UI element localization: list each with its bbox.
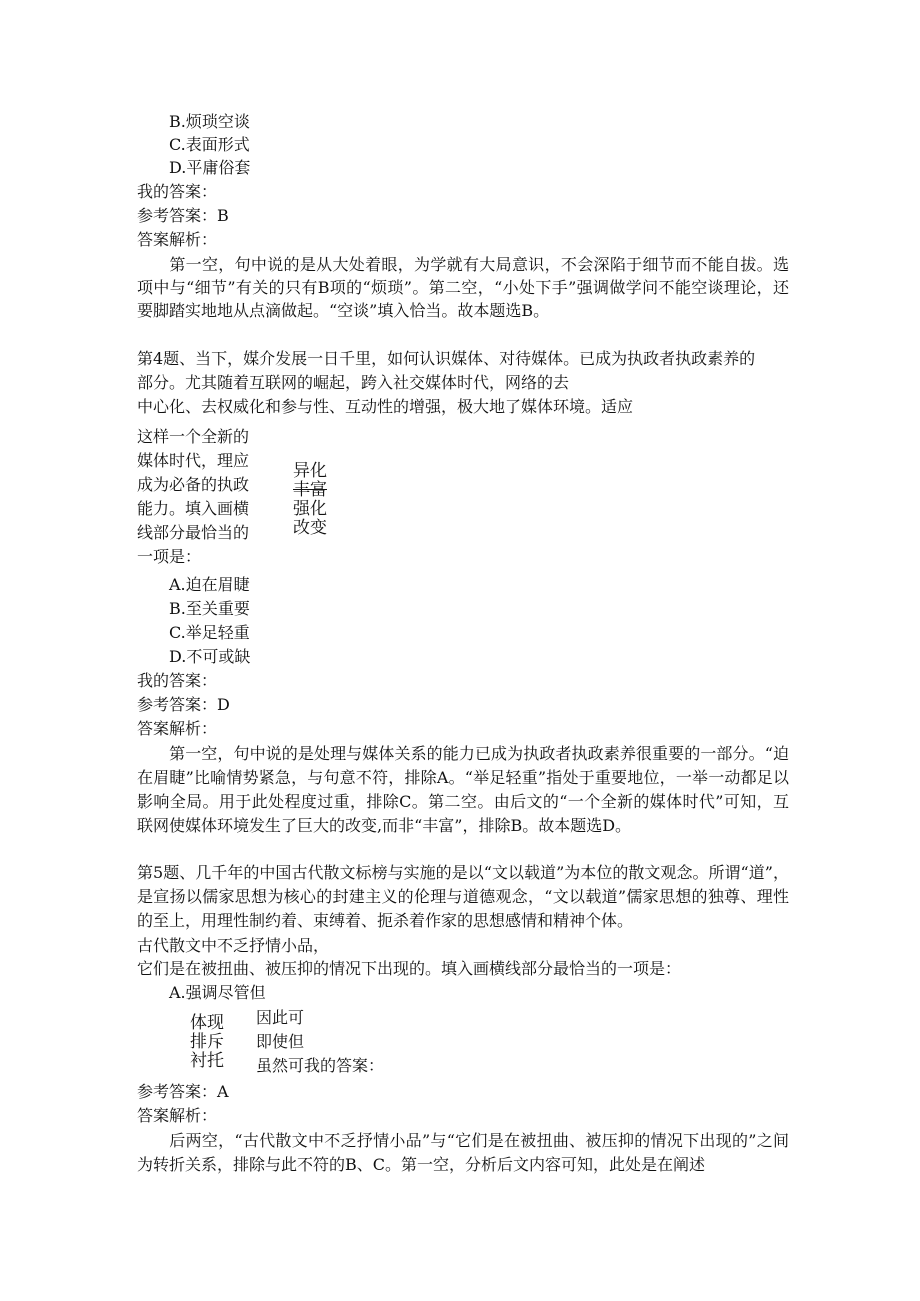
analysis-label: 答案解析： — [137, 1106, 218, 1125]
reference-answer: 参考答案：A — [137, 1082, 229, 1101]
analysis-label: 答案解析： — [137, 719, 218, 738]
question-stem-line: 一项是： — [137, 547, 202, 566]
reference-answer: 参考答案：D — [137, 695, 230, 714]
question-stem-line: 媒体时代，理应 — [137, 451, 250, 470]
choice-word: 衬托 — [190, 1051, 224, 1071]
choice-word: 强化 — [293, 499, 327, 519]
my-answer-label: 我的答案： — [137, 182, 218, 201]
option-a: A.迫在眉睫 — [169, 575, 250, 594]
question-stem-line: 它们是在被扭曲、被压抑的情况下出现的。填入画横线部分最恰当的一项是： — [137, 959, 682, 978]
question-stem-line: 这样一个全新的 — [137, 427, 250, 446]
question-stem-line: 部分。尤其随着互联网的崛起，跨入社交媒体时代，网络的去 — [137, 373, 570, 392]
analysis-text: 后两空，“古代散文中不乏抒情小品”与“它们是在被扭曲、被压抑的情况下出现的”之间为转折关系，排除与此不符的B、C。第一空，分析后文内容可知，此处是在阐述 — [137, 1131, 789, 1174]
question-stem-line: 线部分最恰当的 — [137, 523, 250, 542]
analysis-text: 第一空，句中说的是处理与媒体关系的能力已成为执政者执政素养很重要的一部分。“迫在眉睫”比喻情势紧急，与句意不符，排除A。“举足轻重”指处于重要地位，一举一动都足以影响全局。用于此处程度过重，排除C。第二空。由后文的“一个全新的媒体时代”可知，互联网使媒体环境发生了巨大的改变,而非“丰富”，排除B。故本题选D。 — [137, 744, 789, 835]
choice-word: 排斥 — [190, 1032, 224, 1052]
choice-word: 体现 — [190, 1013, 224, 1033]
choice-word: 改变 — [293, 518, 327, 538]
option-b: B.至关重要 — [169, 599, 250, 618]
option-b: B.烦琐空谈 — [169, 112, 250, 131]
choice-word-with-answer-label: 虽然可我的答案： — [256, 1056, 385, 1075]
option-a: A.强调尽管但 — [169, 983, 266, 1002]
question-stem-line: 古代散文中不乏抒情小品， — [137, 936, 330, 955]
choice-word: 即使但 — [256, 1032, 305, 1051]
my-answer-label: 我的答案： — [137, 671, 218, 690]
question-stem-line: 中心化、去权威化和参与性、互动性的增强，极大地了媒体环境。适应 — [137, 397, 634, 416]
reference-answer: 参考答案：B — [137, 206, 229, 225]
option-d: D.平庸俗套 — [169, 158, 251, 177]
choice-word: 丰富 — [293, 480, 327, 500]
question-stem-line: 能力。填入画横 — [137, 499, 250, 518]
analysis-label: 答案解析： — [137, 230, 218, 249]
question-stem: 第5题、几千年的中国古代散文标榜与实施的是以“文以载道”为本位的散文观念。所谓“道”，是宣扬以儒家思想为核心的封建主义的伦理与道德观念，“文以载道”儒家思想的独尊、理性的至上，用理性制约着、束缚着、扼杀着作家的思想感情和精神个体。 — [137, 863, 789, 930]
choice-word: 因此可 — [256, 1008, 305, 1027]
question-stem-line: 第4题、当下，媒介发展一日千里，如何认识媒体、对待媒体。已成为执政者执政素养的 — [137, 349, 756, 368]
option-d: D.不可或缺 — [169, 647, 251, 666]
option-c: C.表面形式 — [169, 135, 250, 154]
question-stem-line: 成为必备的执政 — [137, 475, 250, 494]
analysis-text: 第一空，句中说的是从大处着眼，为学就有大局意识，不会深陷于细节而不能自拔。选项中与“细节”有关的只有B项的“烦琐”。第二空，“小处下手”强调做学问不能空谈理论，还要脚踏实地地从点滴做起。“空谈”填入恰当。故本题选B。 — [137, 255, 789, 320]
option-c: C.举足轻重 — [169, 623, 250, 642]
choice-word: 异化 — [293, 461, 327, 481]
